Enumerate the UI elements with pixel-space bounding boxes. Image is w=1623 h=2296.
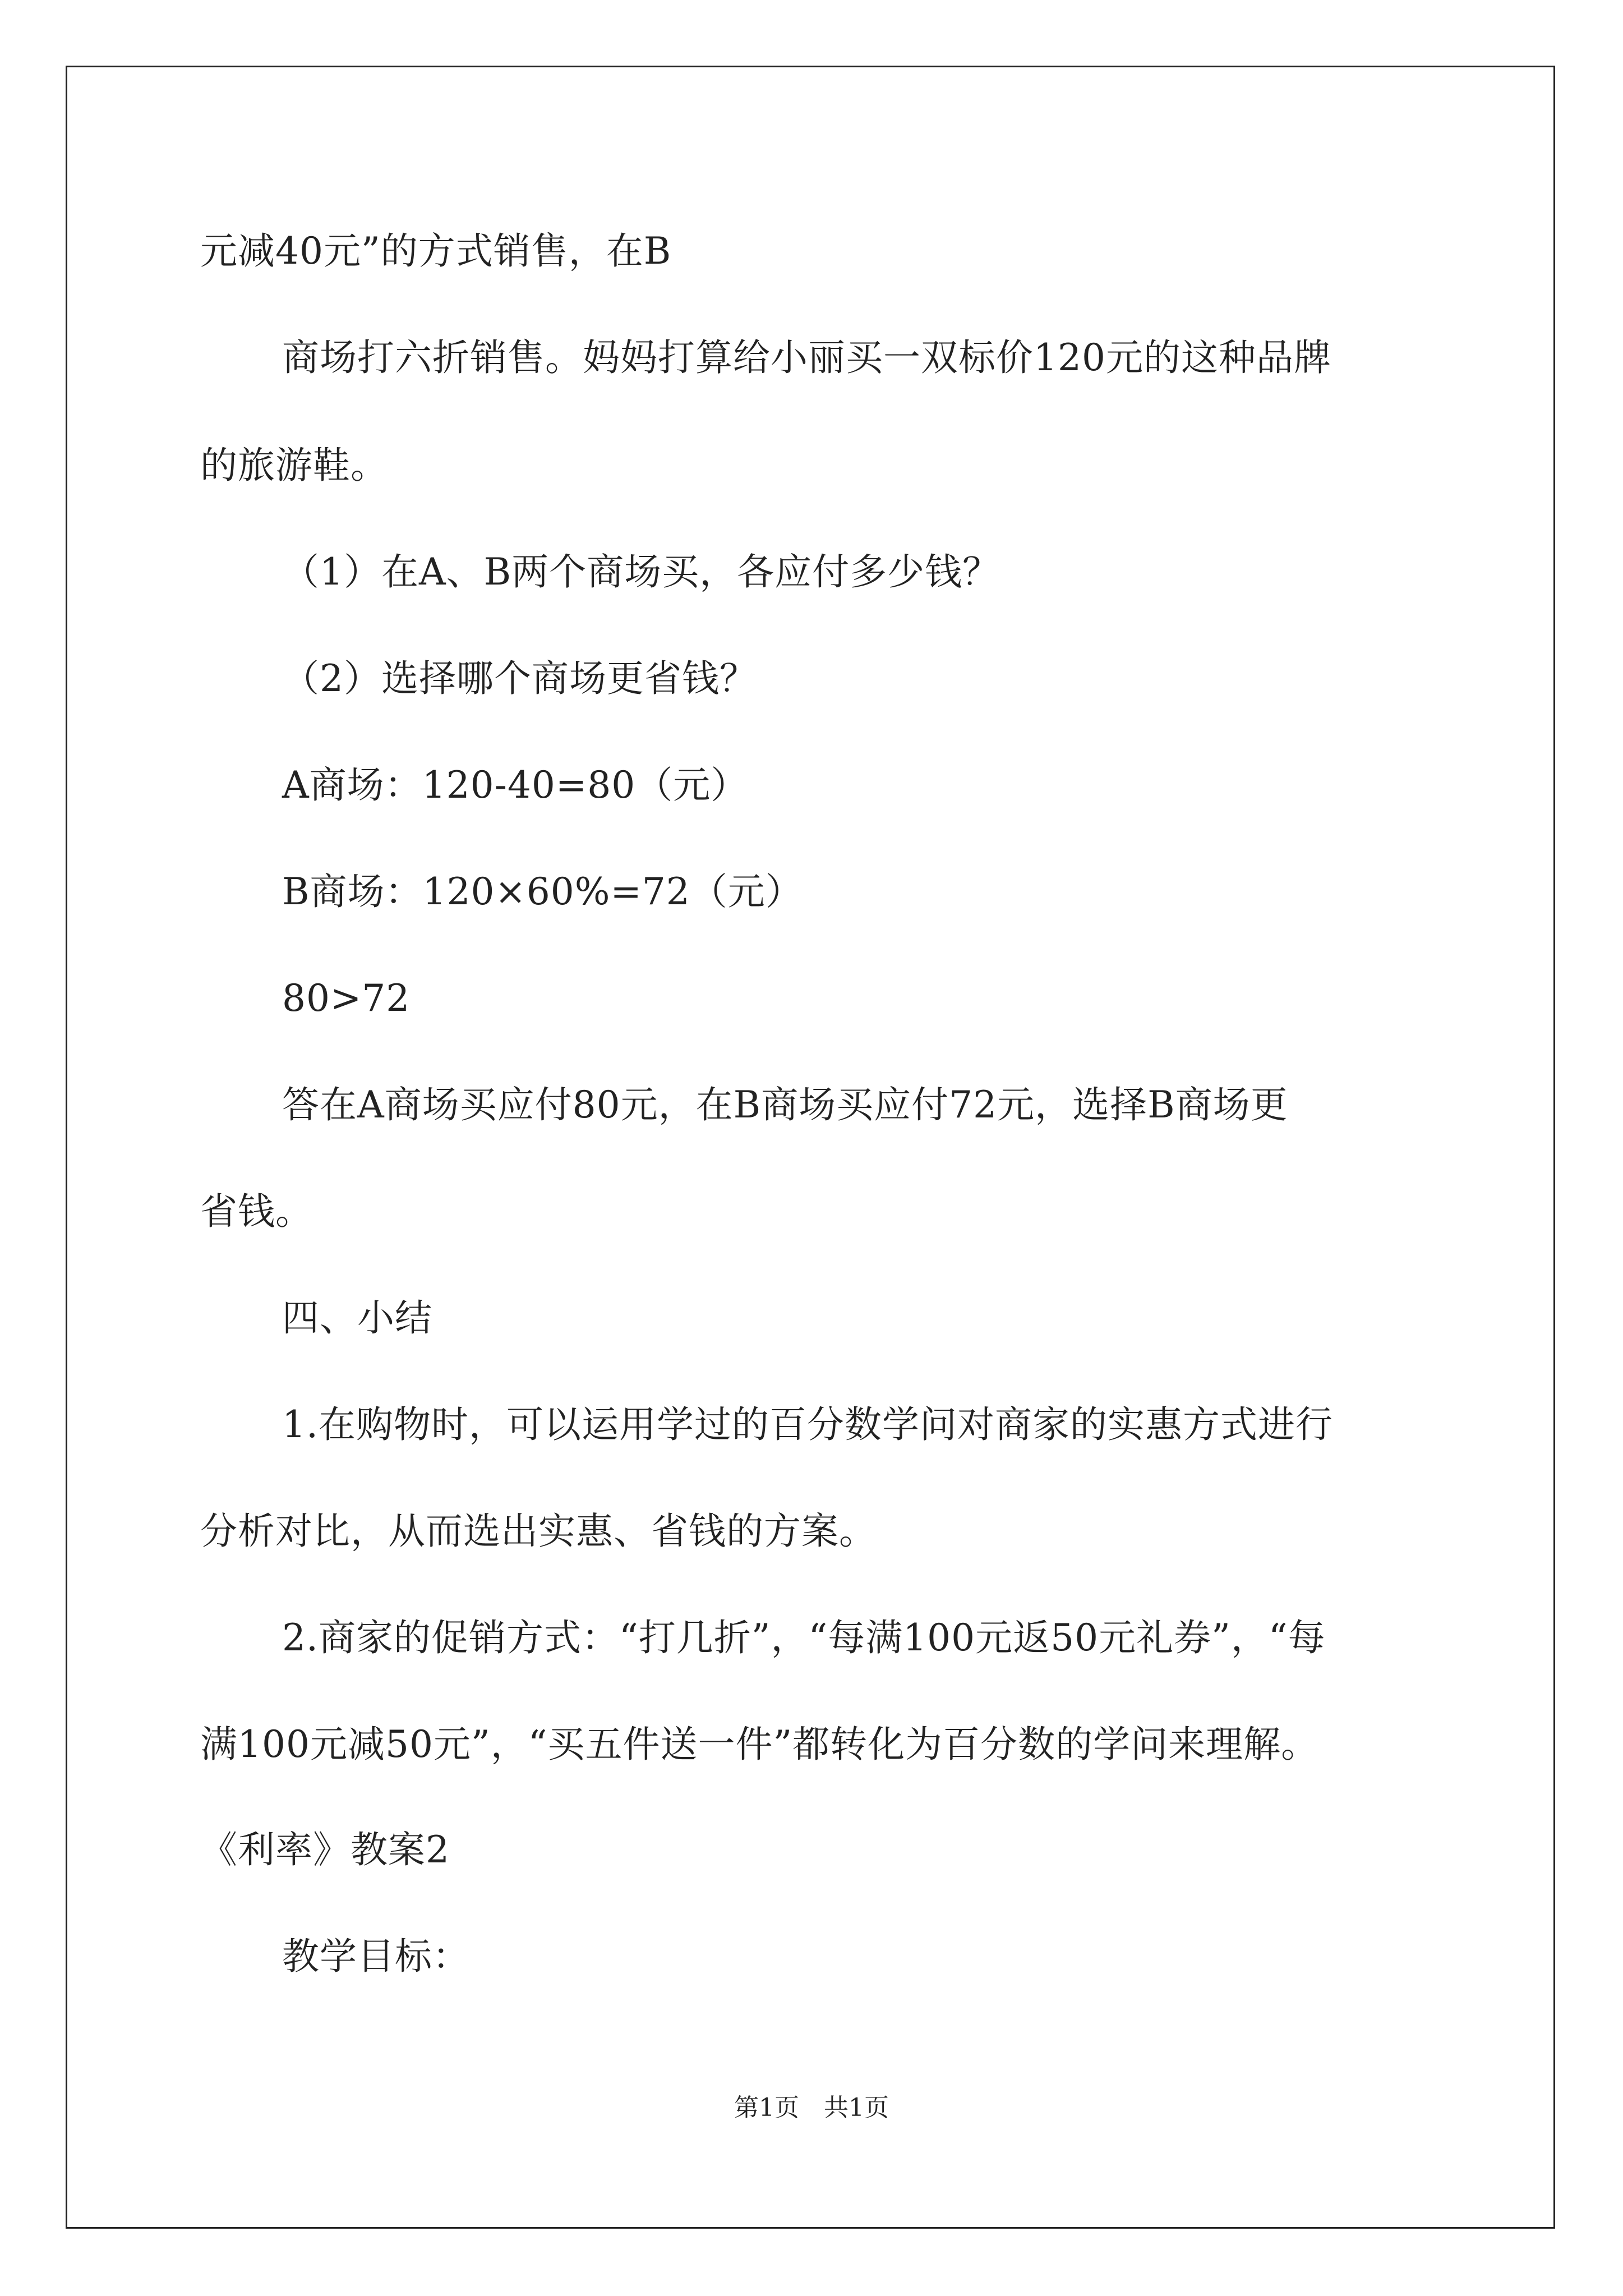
page-border	[66, 66, 1555, 2229]
summary-1-line-2: 分析对比，从而选出实惠、省钱的方案。	[200, 1510, 877, 1553]
calc-b: B商场：120×60%=72（元）	[282, 870, 803, 913]
text-line-2: 商场打六折销售。妈妈打算给小丽买一双标价120元的这种品牌	[282, 336, 1331, 379]
answer-line-2: 省钱。	[200, 1190, 313, 1233]
page-footer: 第1页 共1页	[734, 2093, 889, 2122]
question-1: （1）在A、B两个商场买，各应付多少钱？	[282, 550, 1000, 593]
comparison: 80>72	[282, 977, 411, 1020]
section-heading-summary: 四、小结	[282, 1296, 432, 1340]
calc-a: A商场：120-40=80（元）	[282, 763, 749, 807]
answer-line-1: 答在A商场买应付80元，在B商场买应付72元，选择B商场更	[282, 1083, 1288, 1126]
teaching-goals-heading: 教学目标：	[282, 1935, 470, 1978]
summary-2-line-1: 2.商家的促销方式：“打几折”，“每满100元返50元礼券”，“每	[282, 1616, 1326, 1659]
text-line-3: 的旅游鞋。	[200, 444, 388, 487]
summary-1-line-1: 1.在购物时，可以运用学过的百分数学问对商家的实惠方式进行	[282, 1403, 1333, 1446]
text-line-1: 元减40元”的方式销售，在B	[200, 229, 672, 273]
lesson-title: 《利率》教案2	[200, 1828, 450, 1871]
question-2: （2）选择哪个商场更省钱？	[282, 657, 757, 700]
summary-2-line-2: 满100元减50元”，“买五件送一件”都转化为百分数的学问来理解。	[200, 1723, 1319, 1766]
